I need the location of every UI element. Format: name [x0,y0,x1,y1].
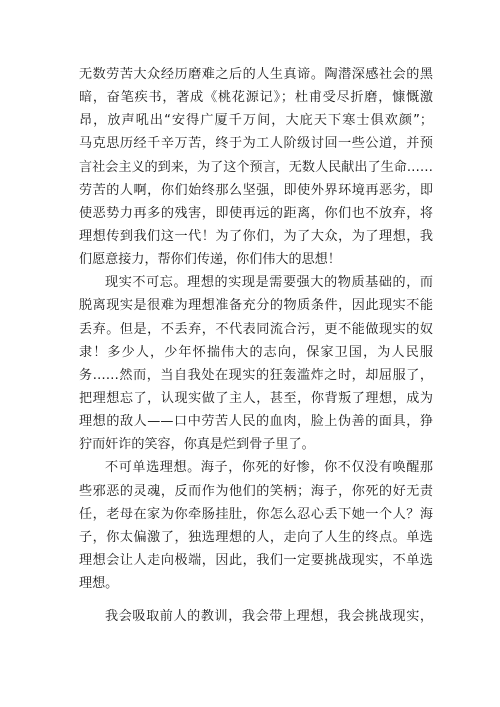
paragraph-1 [79,63,433,271]
text-line: 现实不可忘。理想的实现是需要强大的物质基础的，而 [105,275,433,291]
text-line: 脱离现实是很难为理想准备充分的物质条件，因此现实不能 [79,298,433,314]
text-line: 无数劳苦大众经历磨难之后的人生真谛。陶潜深感社会的黑 [79,67,433,82]
paragraph-2 [79,271,433,456]
text-line: 隶！多少人，少年怀揣伟大的志向，保家卫国，为人民服 [79,344,433,360]
text-line: 把理想忘了，认现实做了主人，甚至，你背叛了理想，成为 [79,390,433,406]
text-line: 使恶势力再多的残害，即使再远的距离，你们也不放弃，将 [79,205,433,221]
paragraph-4 [79,605,433,628]
text-line: 我会吸取前人的教训，我会带上理想，我会挑战现实， [105,609,433,625]
text-line: 些邪恶的灵魂，反而作为他们的笑柄；海子，你死的好无责 [79,483,433,499]
essay-body [79,63,433,628]
text-line: 务……然而，当自我处在现实的狂轰滥炸之时，却屈服了， [79,367,433,383]
text-line: 昂，放声吼出“安得广厦千万间，大庇天下寒士俱欢颜”； [79,113,433,129]
text-line: 丢弃。但是，不丢弃，不代表同流合污，更不能做现实的奴 [79,321,433,337]
text-line: 言社会主义的到来，为了这个预言，无数人民献出了生命…… [79,159,433,175]
text-line: 不可单选理想。海子，你死的好惨，你不仅没有唤醒那 [105,460,433,476]
text-line: 暗，奋笔疾书，著成《桃花源记》；杜甫受尽折磨，慷慨激 [79,90,433,106]
text-line: 狞而奸诈的笑容，你真是烂到骨子里了。 [79,437,315,453]
text-line: 理想的敌人——口中劳苦人民的血肉，脸上伪善的面具，狰 [79,414,433,430]
paragraph-3 [79,456,433,595]
text-line: 任，老母在家为你牵肠挂肚，你怎么忍心丢下她一个人？海 [79,506,433,522]
text-line: 马克思历经千辛万苦，终于为工人阶级讨回一些公道，并预 [79,136,433,152]
text-line: 子，你太偏激了，独选理想的人，走向了人生的终点。单选 [79,529,433,545]
text-line: 劳苦的人啊，你们始终那么坚强，即使外界环境再恶劣，即 [79,182,433,198]
text-line: 们愿意接力，帮你们传递，你们伟大的思想！ [79,252,341,268]
text-line: 理想会让人走向极端，因此，我们一定要挑战现实，不单选 [79,552,433,568]
text-line: 理想。 [79,576,119,592]
text-line: 理想传到我们这一代！为了你们，为了大众，为了理想，我 [79,228,433,244]
